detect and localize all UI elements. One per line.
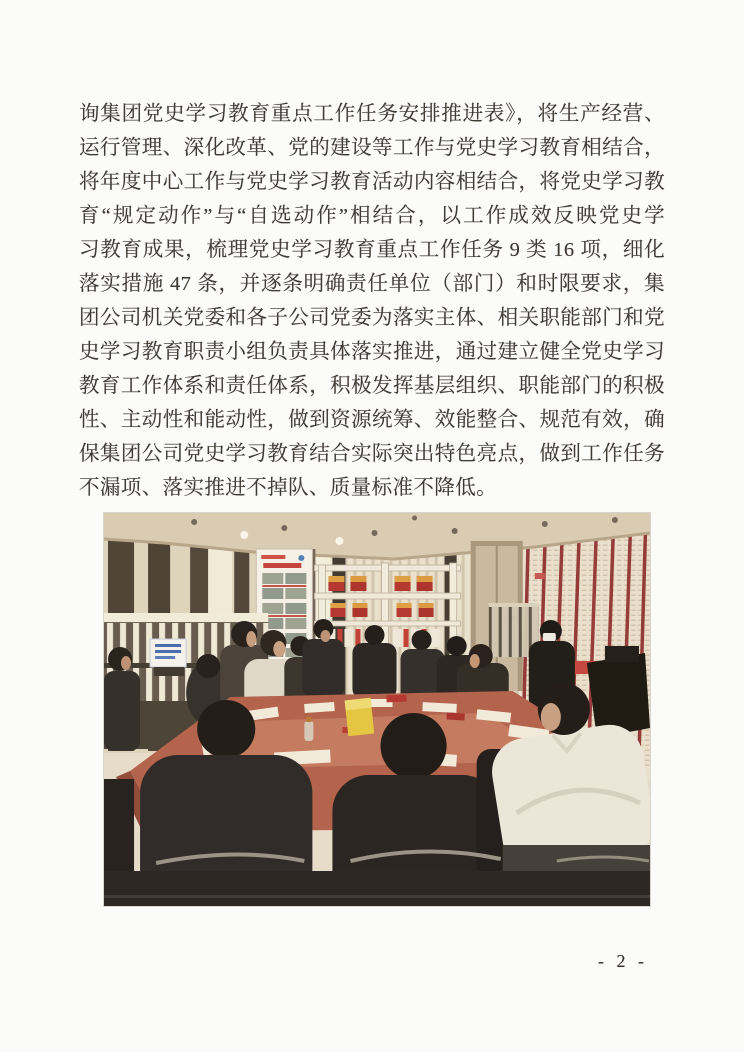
- meeting-photo: [104, 513, 650, 906]
- text-line: 史学习教育职责小组负责具体落实推进，通过建立健全党史学习: [79, 341, 665, 363]
- page-number: - 2 -: [598, 951, 648, 971]
- text-line: 教育工作体系和责任体系，积极发挥基层组织、职能部门的积极: [79, 375, 665, 397]
- meeting-photo-graphic: [104, 513, 650, 906]
- text-line: 性、主动性和能动性，做到资源统筹、效能整合、规范有效，确: [79, 409, 665, 431]
- text-line: 落实措施 47 条，并逐条明确责任单位（部门）和时限要求，集: [79, 273, 665, 295]
- photo-tint-overlay: [104, 513, 650, 906]
- text-line: 习教育成果，梳理党史学习教育重点工作任务 9 类 16 项，细化: [79, 239, 665, 261]
- text-line: 将年度中心工作与党史学习教育活动内容相结合，将党史学习教: [79, 171, 665, 193]
- body-paragraph: [79, 97, 665, 505]
- text-line: 运行管理、深化改革、党的建设等工作与党史学习教育相结合，: [79, 137, 665, 159]
- text-line: 育“规定动作”与“自选动作”相结合，以工作成效反映党史学: [79, 205, 665, 227]
- text-line: 保集团公司党史学习教育结合实际突出特色亮点，做到工作任务: [79, 443, 665, 465]
- text-line: 询集团党史学习教育重点工作任务安排推进表》，将生产经营、: [79, 103, 665, 125]
- text-line: 团公司机关党委和各子公司党委为落实主体、相关职能部门和党: [79, 307, 665, 329]
- text-line: 不漏项、落实推进不掉队、质量标准不降低。: [79, 477, 497, 499]
